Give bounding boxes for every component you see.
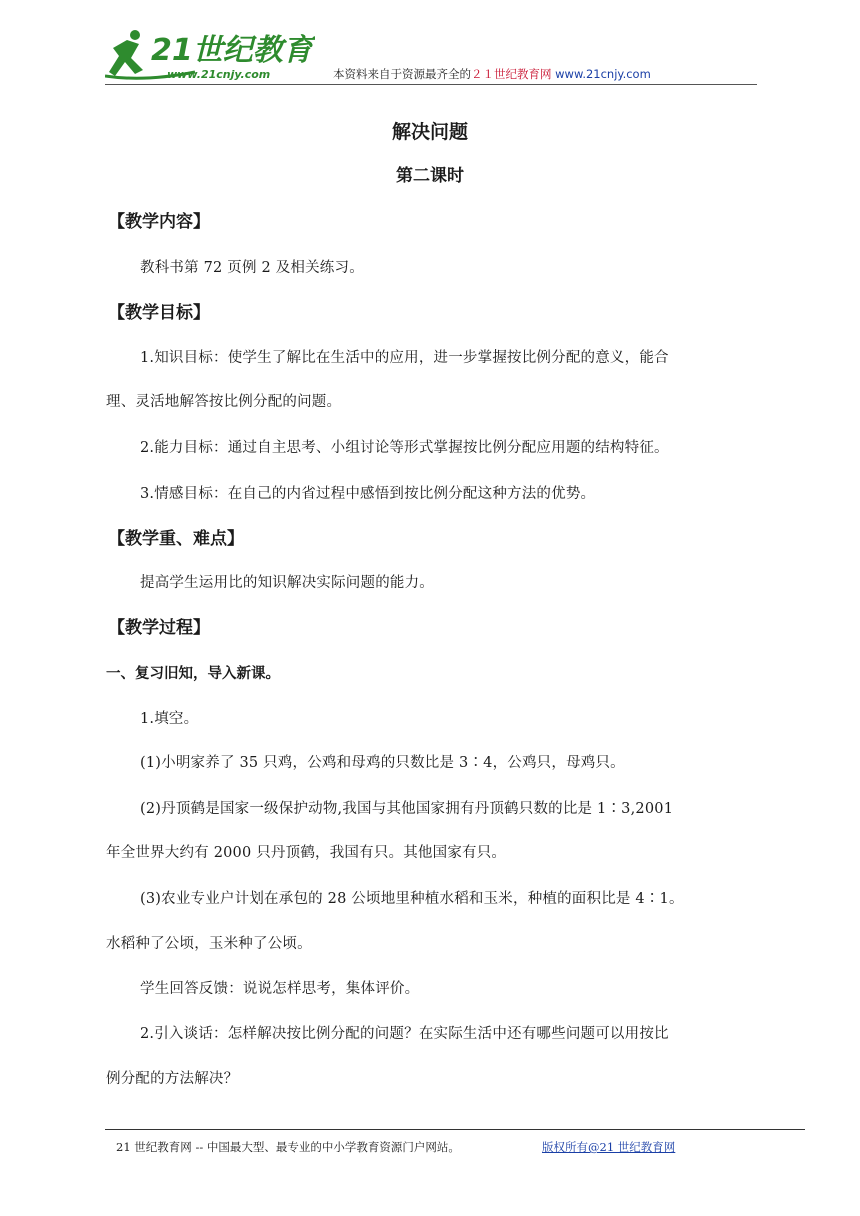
paragraph-goal1-line2: 理、灵活地解答按比例分配的问题。: [106, 394, 342, 410]
paragraph-feedback: 学生回答反馈：说说怎样思考，集体评价。: [140, 981, 420, 997]
section-heading-process: 【教学过程】: [108, 618, 210, 638]
paragraph-key-points: 提高学生运用比的知识解决实际问题的能力。: [140, 575, 434, 591]
header-notice: [333, 66, 651, 82]
page-header: [105, 22, 757, 86]
footer-copyright-link[interactable]: 版权所有@21 世纪教育网: [542, 1140, 676, 1154]
paragraph-question2-line2: 年全世界大约有 2000 只丹顶鹤，我国有只。其他国家有只。: [106, 845, 507, 861]
site-logo[interactable]: [105, 26, 315, 84]
paragraph-content: 教科书第 72 页例 2 及相关练习。: [140, 260, 364, 276]
header-url-link[interactable]: www.21cnjy.com: [555, 67, 651, 81]
section-heading-content: 【教学内容】: [108, 212, 210, 232]
section-heading-goals: 【教学目标】: [108, 303, 210, 323]
header-brand-link[interactable]: ２１世纪教育网: [471, 67, 552, 81]
logo-url: www.21cnjy.com: [167, 68, 271, 81]
header-notice-prefix: 本资料来自于资源最齐全的: [333, 67, 471, 81]
paragraph-question3-line2: 水稻种了公顷，玉米种了公顷。: [106, 936, 312, 952]
paragraph-intro-line2: 例分配的方法解决？: [106, 1071, 239, 1087]
paragraph-goal1-line1: 1.知识目标：使学生了解比在生活中的应用，进一步掌握按比例分配的意义，能合: [140, 350, 669, 366]
paragraph-question1: (1)小明家养了 35 只鸡，公鸡和母鸡的只数比是 3∶4，公鸡只，母鸡只。: [140, 755, 625, 771]
section-heading-key-points: 【教学重、难点】: [108, 529, 244, 549]
paragraph-goal2: 2.能力目标：通过自主思考、小组讨论等形式掌握按比例分配应用题的结构特征。: [140, 440, 669, 456]
page-subtitle: 第二课时: [396, 166, 464, 186]
header-divider: [105, 84, 757, 85]
step1-heading: 一、复习旧知，导入新课。: [106, 666, 280, 682]
paragraph-question3-line1: (3)农业专业户计划在承包的 28 公顷地里种植水稻和玉米，种植的面积比是 4∶1。: [140, 891, 684, 907]
paragraph-question2-line1: (2)丹顶鹤是国家一级保护动物,我国与其他国家拥有丹顶鹤只数的比是 1∶3,2001: [140, 801, 674, 817]
paragraph-fill-blank: 1.填空。: [140, 711, 199, 727]
footer-divider: [105, 1129, 805, 1130]
logo-text: 21世纪教育: [151, 33, 313, 68]
paragraph-goal3: 3.情感目标：在自己的内省过程中感悟到按比例分配这种方法的优势。: [140, 486, 596, 502]
footer-tagline: 21 世纪教育网 -- 中国最大型、最专业的中小学教育资源门户网站。: [116, 1140, 460, 1154]
page-title: 解决问题: [391, 121, 468, 143]
paragraph-intro-line1: 2.引入谈话：怎样解决按比例分配的问题？在实际生活中还有哪些问题可以用按比: [140, 1026, 669, 1042]
